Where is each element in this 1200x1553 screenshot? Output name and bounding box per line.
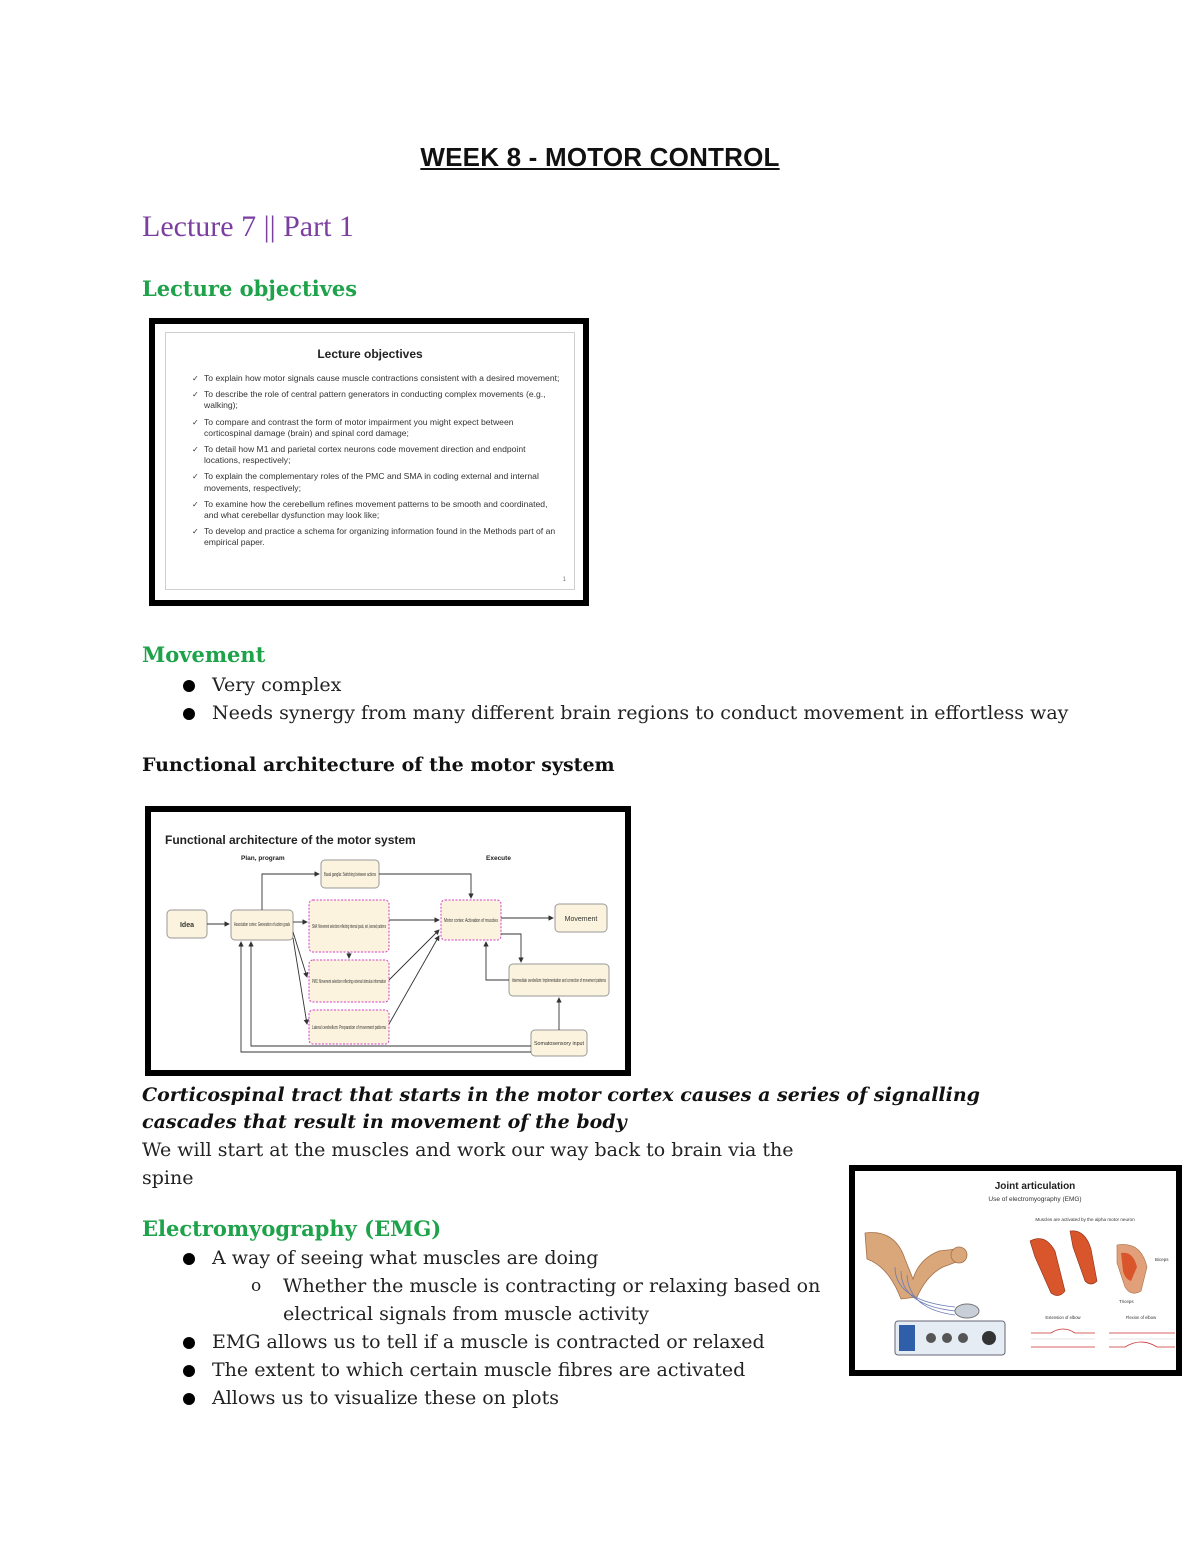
triceps-label: Triceps bbox=[1119, 1299, 1134, 1304]
bullet-icon bbox=[183, 680, 195, 692]
hand-icon bbox=[951, 1247, 967, 1263]
objective-item bbox=[192, 526, 562, 548]
biceps-label: Biceps bbox=[1155, 1257, 1169, 1262]
pmc-label: PMC: Movement selection reflecting external stimulus information bbox=[312, 979, 387, 985]
corticospinal-statement: Corticospinal tract that starts in the motor cortex causes a series of signalling cascades that result in movement of the body bbox=[142, 1084, 980, 1133]
motor-cortex-label: Motor cortex: Activation of muscles bbox=[444, 918, 499, 924]
diagram-title: Functional architecture of the motor system bbox=[165, 833, 416, 847]
list-item-text: A way of seeing what muscles are doing bbox=[212, 1247, 599, 1269]
bullet-icon bbox=[183, 1365, 195, 1377]
motor-system-diagram bbox=[151, 812, 625, 1070]
list-item-text: The extent to which certain muscle fibres are activated bbox=[212, 1359, 746, 1381]
amplifier-panel bbox=[899, 1325, 915, 1351]
list-item bbox=[142, 671, 1142, 699]
bullet-icon bbox=[183, 708, 195, 720]
list-item bbox=[142, 1244, 842, 1272]
objective-text: To compare and contrast the form of motor impairment you might expect between corticospinal damage (brain) and spinal cord damage; bbox=[204, 416, 514, 438]
objective-text: To explain how motor signals cause muscle contractions consistent with a desired movement; bbox=[204, 373, 560, 383]
extension-label: Extension of elbow bbox=[1045, 1315, 1081, 1320]
functional-architecture-heading: Functional architecture of the motor system bbox=[142, 754, 615, 776]
execute-label: Execute bbox=[486, 855, 511, 862]
bullet-icon bbox=[183, 1393, 195, 1405]
objectives-heading: Lecture objectives bbox=[142, 276, 358, 301]
objective-item bbox=[192, 389, 562, 411]
muscle-caption: Muscles are activated by the alpha motor neuron bbox=[1035, 1217, 1135, 1222]
sub-bullet-marker: o bbox=[251, 1276, 262, 1296]
motor-system-diagram-image bbox=[145, 806, 631, 1076]
objective-item bbox=[192, 373, 562, 384]
objectives-slide-content bbox=[165, 332, 575, 590]
list-item-text: Allows us to visualize these on plots bbox=[212, 1387, 560, 1409]
flexion-label: Flexion of elbow bbox=[1125, 1315, 1157, 1320]
objectives-slide-image bbox=[149, 318, 589, 606]
list-item bbox=[142, 699, 1142, 727]
slide-page-number: 1 bbox=[562, 577, 566, 583]
emg-heading: Electromyography (EMG) bbox=[142, 1216, 442, 1241]
objectives-list bbox=[192, 373, 562, 554]
basal-ganglia-label: Basal ganglia: Switching between actions bbox=[324, 872, 377, 878]
slide-subtitle: Use of electromyography (EMG) bbox=[988, 1196, 1082, 1203]
idea-label: Idea bbox=[179, 922, 195, 929]
objective-item bbox=[192, 471, 562, 493]
start-statement: We will start at the muscles and work our way back to brain via the spine bbox=[142, 1139, 794, 1189]
objective-item bbox=[192, 499, 562, 521]
check-icon: ✓ bbox=[192, 499, 199, 509]
check-icon: ✓ bbox=[192, 417, 199, 427]
list-item-text: Very complex bbox=[212, 674, 342, 696]
check-icon: ✓ bbox=[192, 374, 199, 383]
intermediate-cerebellum-label: Intermediate cerebellum: Implementation and correction of movement patterns bbox=[512, 978, 607, 984]
amplifier-knob-icon bbox=[958, 1333, 968, 1343]
list-item bbox=[142, 1356, 842, 1384]
joint-articulation-illustration bbox=[855, 1171, 1176, 1370]
check-icon: ✓ bbox=[192, 390, 199, 400]
objective-text: To develop and practice a schema for organizing information found in the Methods part of an empirical paper. bbox=[204, 526, 556, 548]
movement-heading: Movement bbox=[142, 642, 266, 667]
objective-text: To describe the role of central pattern generators in conducting complex movements (e.g., walking); bbox=[204, 389, 546, 411]
bullet-icon bbox=[183, 1337, 195, 1349]
movement-label: Movement bbox=[564, 916, 598, 923]
objective-text: To examine how the cerebellum refines movement patterns to be smooth and coordinated, and what cerebellar dysfunction may look like; bbox=[204, 498, 548, 521]
list-item-text: Whether the muscle is contracting or relaxing based on electrical signals from muscle activity bbox=[283, 1275, 821, 1325]
amplifier-knob-icon bbox=[942, 1333, 952, 1343]
amplifier-knob-icon bbox=[982, 1331, 996, 1345]
joint-articulation-slide-image bbox=[849, 1165, 1182, 1376]
somatosensory-label: Somatosensory input bbox=[534, 1041, 585, 1047]
list-item bbox=[142, 1328, 842, 1356]
document-title: WEEK 8 - MOTOR CONTROL bbox=[420, 142, 780, 172]
list-item bbox=[142, 1384, 842, 1412]
list-item-text: Needs synergy from many different brain regions to conduct movement in effortless way bbox=[212, 702, 1069, 724]
objective-item bbox=[192, 417, 562, 439]
sma-label: SMA: Movement selection reflecting internal goals, set, learned patterns bbox=[312, 924, 387, 930]
plan-label: Plan, program bbox=[241, 855, 285, 862]
objective-item bbox=[192, 444, 562, 466]
association-cortex-label: Association cortex: Generation of action goals bbox=[234, 922, 291, 928]
slide-title: Joint articulation bbox=[994, 1181, 1076, 1192]
objective-text: To detail how M1 and parietal cortex neurons code movement direction and endpoint locations, respectively; bbox=[204, 444, 526, 466]
list-item-text: EMG allows us to tell if a muscle is contracted or relaxed bbox=[212, 1331, 765, 1353]
bullet-icon bbox=[183, 1253, 195, 1265]
lecture-heading: Lecture 7 || Part 1 bbox=[142, 210, 354, 243]
check-icon: ✓ bbox=[192, 472, 199, 482]
emg-list bbox=[142, 1244, 842, 1412]
check-icon: ✓ bbox=[192, 445, 199, 455]
sub-list-item bbox=[142, 1272, 842, 1328]
lateral-cerebellum-label: Lateral cerebellum: Preparation of movement patterns bbox=[312, 1025, 387, 1031]
amplifier-knob-icon bbox=[926, 1333, 936, 1343]
objective-text: To explain the complementary roles of the PMC and SMA in coding external and internal movements, respectively; bbox=[204, 471, 539, 493]
slide-title: Lecture objectives bbox=[317, 347, 423, 361]
check-icon: ✓ bbox=[192, 527, 199, 537]
movement-list bbox=[142, 671, 1142, 727]
electrode-connector-icon bbox=[955, 1304, 979, 1318]
